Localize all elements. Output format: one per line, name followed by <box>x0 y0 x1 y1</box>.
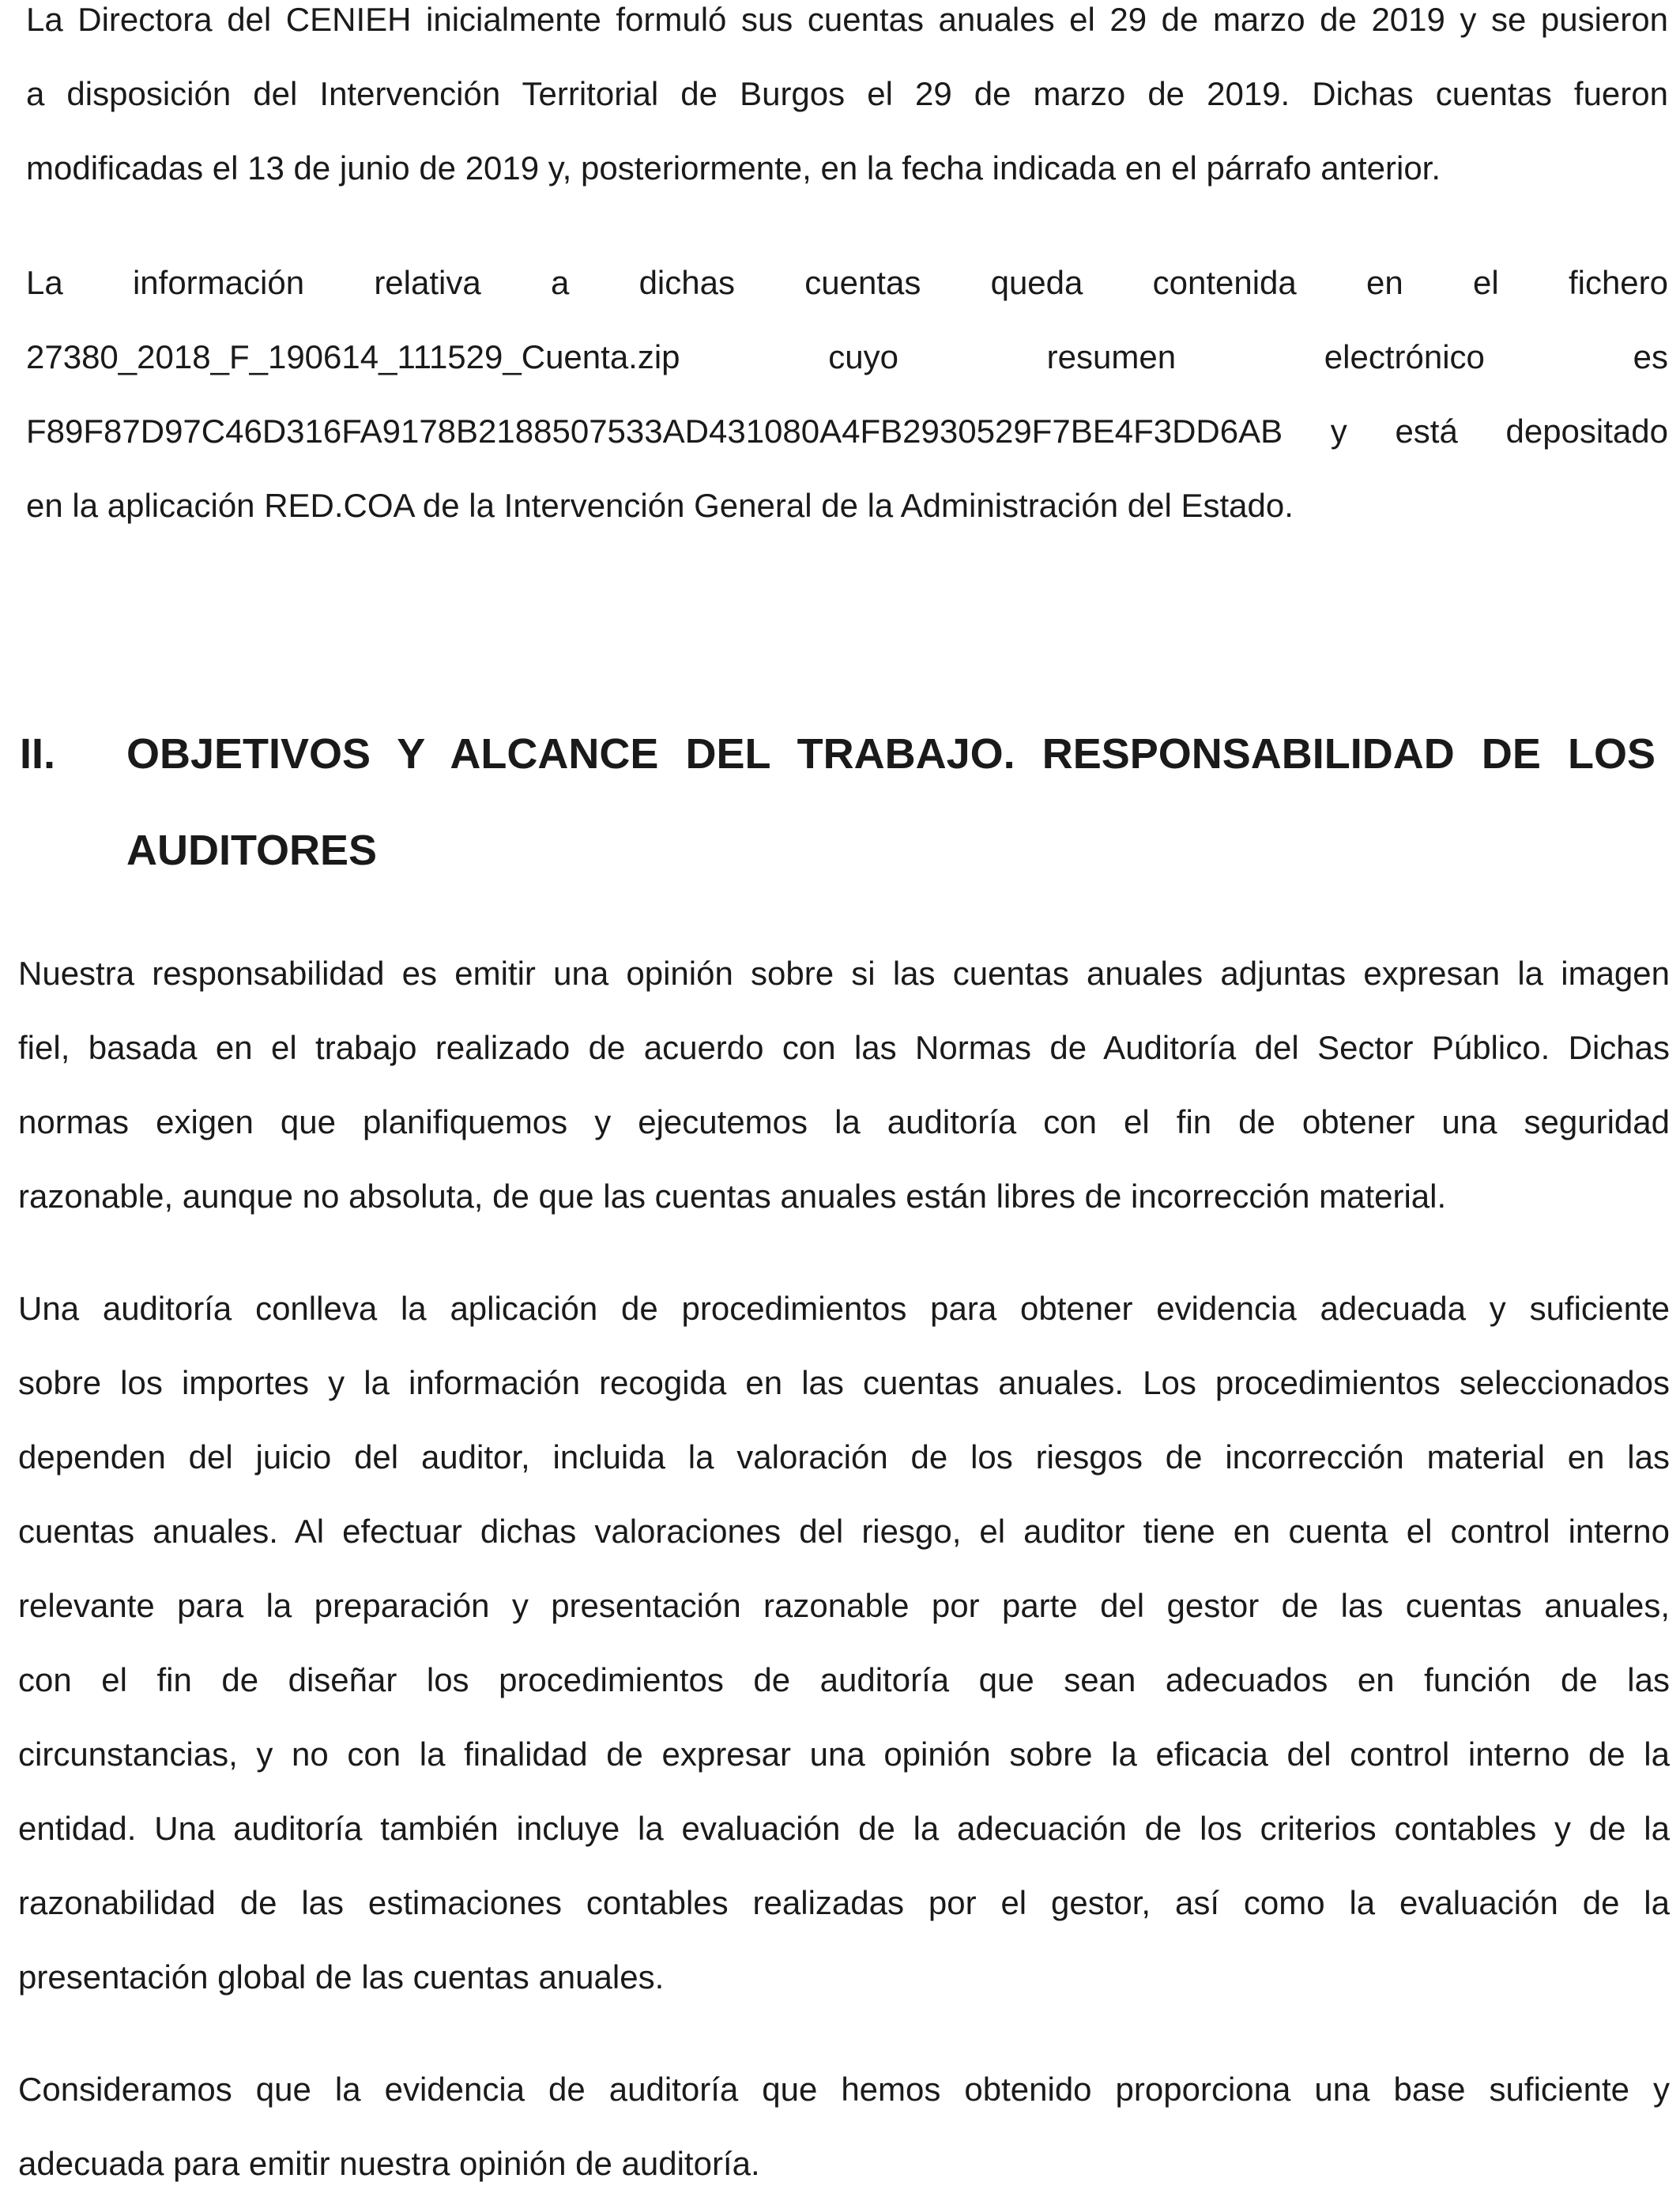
paragraph-line: Consideramos que la evidencia de auditoría que hemos obtenido proporciona una base suficiente y <box>18 2071 1670 2108</box>
paragraph-line: con el fin de diseñar los procedimientos de auditoría que sean adecuados en función de las <box>18 1661 1670 1698</box>
paragraph-line: circunstancias, y no con la finalidad de expresar una opinión sobre la eficacia del control interno de la <box>18 1736 1670 1773</box>
paragraph-line: modificadas el 13 de junio de 2019 y, posteriormente, en la fecha indicada en el párrafo anterior. <box>26 149 1441 187</box>
paragraph-line: Nuestra responsabilidad es emitir una opinión sobre si las cuentas anuales adjuntas expresan la imagen <box>18 955 1670 992</box>
section-heading <box>20 706 1671 899</box>
paragraph-line: dependen del juicio del auditor, incluida la valoración de los riesgos de incorrección material en las <box>18 1438 1670 1475</box>
paragraph-line: F89F87D97C46D316FA9178B2188507533AD431080A4FB2930529F7BE4F3DD6AB y está depositado <box>26 413 1668 450</box>
paragraph-line: sobre los importes y la información recogida en las cuentas anuales. Los procedimientos seleccionados <box>18 1364 1670 1401</box>
paragraph-line: cuentas anuales. Al efectuar dichas valoraciones del riesgo, el auditor tiene en cuenta el control interno <box>18 1513 1670 1550</box>
paragraph-line: entidad. Una auditoría también incluye la evaluación de la adecuación de los criterios contables y de la <box>18 1810 1670 1847</box>
paragraph-line: La Directora del CENIEH inicialmente formuló sus cuentas anuales el 29 de marzo de 2019 y se pusieron <box>26 1 1668 38</box>
paragraph-procedimientos-auditoria <box>18 1272 1670 2014</box>
paragraph-conclusion-evidencia <box>18 2052 1670 2201</box>
section-title-line: OBJETIVOS Y ALCANCE DEL TRABAJO. RESPONSABILIDAD DE LOS <box>126 730 1656 778</box>
paragraph-formulacion-cuentas <box>26 0 1668 205</box>
paragraph-line: presentación global de las cuentas anuales. <box>18 1958 665 1996</box>
paragraph-line: razonable, aunque no absoluta, de que las cuentas anuales están libres de incorrección material. <box>18 1178 1447 1215</box>
paragraph-line: La información relativa a dichas cuentas queda contenida en el fichero <box>26 264 1668 301</box>
paragraph-responsabilidad <box>18 937 1670 1234</box>
paragraph-line: normas exigen que planifiquemos y ejecutemos la auditoría con el fin de obtener una seguridad <box>18 1103 1670 1140</box>
section-title-line: AUDITORES <box>126 827 378 874</box>
paragraph-line: fiel, basada en el trabajo realizado de acuerdo con las Normas de Auditoría del Sector Público. Dichas <box>18 1029 1670 1066</box>
paragraph-line: 27380_2018_F_190614_111529_Cuenta.zip cuyo resumen electrónico es <box>26 338 1668 375</box>
paragraph-line: relevante para la preparación y presentación razonable por parte del gestor de las cuentas anuales, <box>18 1587 1670 1624</box>
paragraph-line: Una auditoría conlleva la aplicación de procedimientos para obtener evidencia adecuada y suficiente <box>18 1290 1670 1327</box>
paragraph-line: razonabilidad de las estimaciones contables realizadas por el gestor, así como la evaluación de la <box>18 1884 1670 1921</box>
paragraph-line: a disposición del Intervención Territorial de Burgos el 29 de marzo de 2019. Dichas cuentas fueron <box>26 75 1668 112</box>
section-number: II. <box>20 730 56 778</box>
paragraph-line: adecuada para emitir nuestra opinión de auditoría. <box>18 2145 760 2182</box>
paragraph-line: en la aplicación RED.COA de la Intervención General de la Administración del Estado. <box>26 487 1294 524</box>
paragraph-informacion-fichero <box>26 246 1668 543</box>
section-title <box>126 706 1656 899</box>
